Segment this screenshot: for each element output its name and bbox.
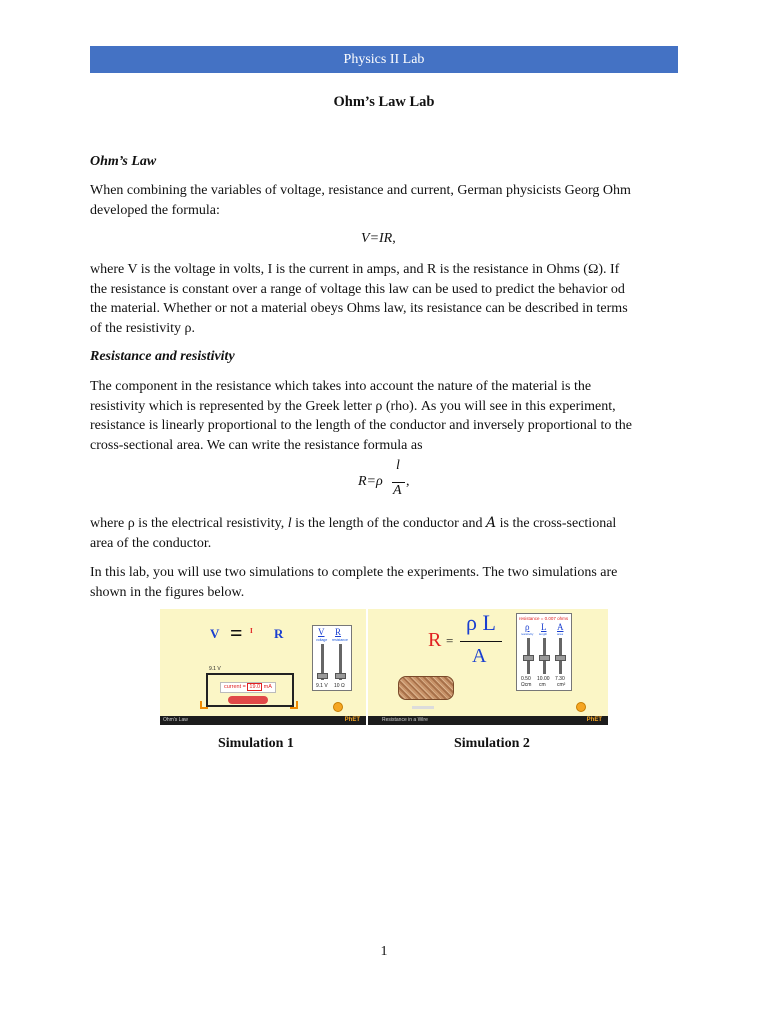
eq-numerator-l: l bbox=[396, 458, 400, 473]
sim2-slider-a-label: A bbox=[557, 622, 564, 632]
sim2-slider-panel bbox=[516, 613, 572, 691]
sim2-resistance-readout bbox=[519, 616, 568, 621]
sim1-voltage-value: 9.1 V bbox=[316, 683, 328, 689]
sim2-a-value: 7.30 bbox=[555, 676, 565, 682]
text-span: is the length of the conductor and bbox=[291, 516, 487, 531]
text-span: is the cross-sectional bbox=[496, 516, 617, 531]
sim2-res-label: resistance = bbox=[519, 616, 545, 621]
section-heading-resistivity: Resistance and resistivity bbox=[90, 349, 235, 364]
sim2-equation bbox=[428, 611, 512, 675]
eq-comma: , bbox=[392, 231, 396, 246]
sim2-l-sub: length bbox=[539, 632, 548, 636]
sim1-voltage-slider[interactable] bbox=[317, 673, 328, 679]
italic-a: A bbox=[486, 515, 497, 531]
sim2-eq-denominator: A bbox=[472, 645, 487, 667]
text-line: the material. Whether or not a material obeys Ohms law, its resistance can be described in terms bbox=[90, 301, 628, 317]
sim2-eq-equals: = bbox=[446, 633, 454, 648]
sim2-a-unit: cm² bbox=[557, 682, 566, 688]
sim1-footer-name: Ohm's Law bbox=[163, 717, 188, 723]
sim2-fraction-bar bbox=[460, 641, 502, 642]
sim1-footer-bar bbox=[160, 716, 366, 725]
sim1-current-readout bbox=[220, 682, 276, 693]
sim2-footer-bar bbox=[368, 716, 608, 725]
sim2-reset-button[interactable] bbox=[576, 702, 586, 712]
page-header-bar bbox=[90, 46, 678, 73]
sim1-right-bracket bbox=[290, 701, 298, 709]
sim2-a-slider[interactable] bbox=[555, 655, 566, 661]
eq-r-rho: R=ρ bbox=[358, 474, 383, 489]
paragraph-ohm-explanation bbox=[90, 260, 680, 338]
page-number: 1 bbox=[380, 944, 388, 959]
sim1-slider-panel bbox=[312, 625, 352, 691]
paragraph-simulations-intro bbox=[90, 563, 680, 602]
sim2-a-sub: area bbox=[557, 632, 564, 636]
sim2-wire-cylinder bbox=[398, 676, 454, 700]
paragraph-resistivity-definition bbox=[90, 514, 680, 553]
sim1-resistance-slider[interactable] bbox=[335, 673, 346, 679]
sim2-l-slider[interactable] bbox=[539, 655, 550, 661]
sim1-slider-r-label: R bbox=[335, 627, 342, 637]
text-line bbox=[90, 514, 680, 534]
text-line: where V is the voltage in volts, I is the current in amps, and R is the resistance in Ohms (Ω). If bbox=[90, 262, 620, 277]
sim1-eq-equals: = bbox=[230, 620, 243, 645]
sim2-rho-value: 0.50 bbox=[521, 676, 531, 682]
sim1-reset-button[interactable] bbox=[333, 702, 343, 712]
sim2-wire-arrow bbox=[412, 706, 434, 709]
sim1-slider-v-sub: voltage bbox=[316, 638, 328, 642]
sim1-resistance-value: 10 Ω bbox=[334, 683, 345, 689]
sim2-footer-name: Resistance in a Wire bbox=[382, 717, 428, 723]
sim2-l-value: 10.00 bbox=[537, 676, 550, 682]
sim1-eq-r: R bbox=[274, 626, 284, 641]
sim2-rho-sub: resistivity bbox=[521, 632, 534, 636]
text-line: the resistance is constant over a range of voltage this law can be used to predict the behavior od bbox=[90, 281, 625, 297]
header-title: Physics II Lab bbox=[343, 52, 425, 67]
section-heading-ohms-law: Ohm’s Law bbox=[90, 154, 157, 169]
sim1-eq-i: I bbox=[250, 627, 253, 635]
sim2-res-unit: ohms bbox=[555, 616, 569, 621]
eq-ir: =IR bbox=[369, 231, 393, 246]
sim2-res-value: 0.007 bbox=[544, 616, 556, 621]
sim2-slider-l-label: L bbox=[541, 622, 547, 632]
paragraph-ohm-intro bbox=[90, 181, 680, 220]
text-line: area of the conductor. bbox=[90, 535, 212, 551]
sim1-current-value: 19.0 bbox=[249, 684, 261, 690]
sim1-resistor bbox=[228, 696, 268, 704]
text-line: In this lab, you will use two simulations to complete the experiments. The two simulations are bbox=[90, 565, 618, 580]
text-line: When combining the variables of voltage, resistance and current, German physicists Georg Ohm bbox=[90, 183, 631, 198]
document-title: Ohm’s Law Lab bbox=[333, 94, 435, 110]
equation-resistance bbox=[358, 458, 418, 504]
equation-ohms-law bbox=[361, 231, 396, 247]
sim2-l-unit: cm bbox=[539, 682, 546, 688]
sim1-battery-label: 9.1 V bbox=[209, 666, 221, 672]
text-line: of the resistivity ρ. bbox=[90, 320, 195, 336]
text-line: shown in the figures below. bbox=[90, 584, 245, 600]
caption-simulation-1: Simulation 1 bbox=[218, 736, 294, 751]
text-line: cross-sectional area. We can write the resistance formula as bbox=[90, 437, 423, 453]
sim2-phet-logo: PhET bbox=[586, 717, 602, 723]
caption-simulation-2: Simulation 2 bbox=[454, 736, 530, 751]
sim2-eq-r: R bbox=[428, 629, 442, 651]
text-line: resistance is linearly proportional to the length of the conductor and inversely proportional to the bbox=[90, 418, 632, 434]
sim2-rho-unit: Ωcm bbox=[521, 682, 532, 688]
sim1-current-label: current = bbox=[224, 684, 248, 690]
simulation-figures bbox=[160, 609, 608, 725]
sim1-eq-v: V bbox=[210, 626, 220, 641]
text-line: resistivity which is represented by the Greek letter ρ (rho). As you will see in this experiment, bbox=[90, 398, 616, 414]
sim2-eq-numerator: ρ L bbox=[466, 610, 496, 635]
italic-l: l bbox=[287, 516, 292, 531]
sim1-phet-logo: PhET bbox=[344, 717, 360, 723]
eq-denominator-a: A bbox=[393, 483, 402, 498]
text-line: The component in the resistance which takes into account the nature of the material is the bbox=[90, 379, 592, 394]
simulation-1-image bbox=[160, 609, 366, 725]
sim1-current-unit: mA bbox=[262, 684, 272, 690]
sim2-rho-slider[interactable] bbox=[523, 655, 534, 661]
sim1-left-bracket bbox=[200, 701, 208, 709]
text-span: where ρ is the electrical resistivity, bbox=[90, 516, 288, 531]
eq-comma: , bbox=[406, 474, 410, 489]
sim1-slider-r-sub: resistance bbox=[332, 638, 348, 642]
text-line: developed the formula: bbox=[90, 202, 220, 218]
paragraph-resistivity-intro bbox=[90, 377, 680, 455]
sim2-slider-rho-label: ρ bbox=[525, 622, 530, 632]
sim1-slider-v-label: V bbox=[318, 627, 325, 637]
eq-v: V bbox=[361, 231, 370, 246]
simulation-2-image bbox=[368, 609, 608, 725]
